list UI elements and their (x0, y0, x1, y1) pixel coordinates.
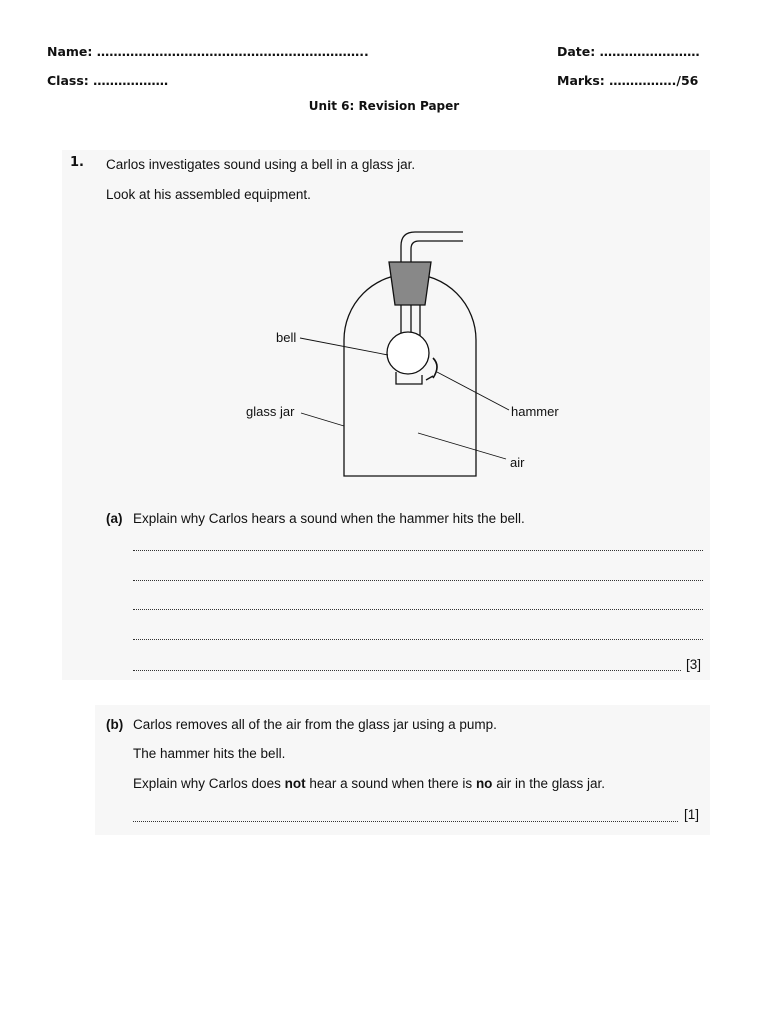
part-b-line3-post: air in the glass jar. (492, 776, 605, 791)
part-a-question: Explain why Carlos hears a sound when the hammer hits the bell. (133, 511, 525, 526)
part-a-marks: [3] (686, 657, 702, 672)
part-b-label: (b) (106, 717, 124, 732)
answer-line-a2[interactable] (133, 580, 703, 581)
date-field: Date: …………………… (557, 44, 700, 59)
emphasis-no: no (475, 776, 493, 791)
hammer-shape (433, 358, 437, 378)
label-air: air (510, 455, 525, 470)
part-a-label: (a) (106, 511, 123, 526)
answer-line-a4[interactable] (133, 639, 703, 640)
part-b-line2: The hammer hits the bell. (133, 746, 286, 761)
answer-line-a5[interactable] (133, 670, 681, 671)
part-b-marks: [1] (684, 807, 700, 822)
label-glass-jar: glass jar (246, 404, 295, 419)
part-b-line3-mid: hear a sound when there is (305, 776, 476, 791)
class-field: Class: ……………… (47, 73, 169, 88)
tube-outer (401, 232, 463, 262)
part-b-line3-pre: Explain why Carlos does (133, 776, 285, 791)
question-number: 1. (70, 155, 84, 170)
answer-line-a3[interactable] (133, 609, 703, 610)
label-hammer: hammer (511, 404, 559, 419)
marks-field: Marks: ……………./56 (557, 73, 699, 88)
label-bell: bell (276, 330, 297, 345)
part-b-line1: Carlos removes all of the air from the glass jar using a pump. (133, 717, 497, 732)
question-intro: Carlos investigates sound using a bell in a glass jar. (106, 157, 416, 172)
tube-inner (411, 241, 463, 262)
bell-shape (387, 332, 429, 374)
question-look: Look at his assembled equipment. (106, 187, 311, 202)
emphasis-not: not (284, 776, 306, 791)
answer-line-a1[interactable] (133, 550, 703, 551)
answer-line-b1[interactable] (133, 821, 678, 822)
page-title: Unit 6: Revision Paper (308, 99, 460, 113)
bung (389, 262, 431, 305)
part-b-line3 (133, 776, 605, 791)
name-field: Name: ……………………………………………………….. (47, 44, 369, 59)
